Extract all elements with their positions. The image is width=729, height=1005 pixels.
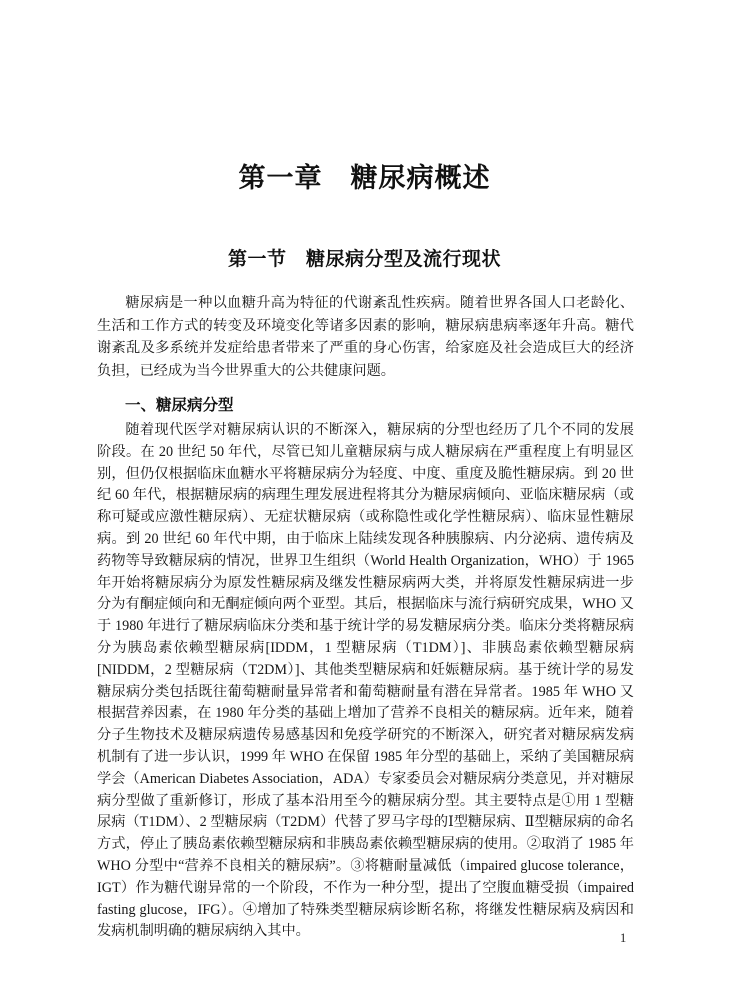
chapter-title: 第一章 糖尿病概述	[238, 163, 491, 193]
main-paragraph: 随着现代医学对糖尿病认识的不断深入，糖尿病的分型也经历了几个不同的发展阶段。在 20 世纪 50 年代，尽管已知儿童糖尿病与成人糖尿病在严重程度上有明显区别，但仍仅根据临床血糖水平将糖尿病分为轻度、中度、重度及脆性糖尿病。到 20 世纪 60 年代，根据糖尿病的病理生理发展进程将其分为糖尿病倾向、亚临床糖尿病（或称可疑或应激性糖尿病）、无症状糖尿病（或称隐性或化学性糖尿病）、临床显性糖尿病。到 20 世纪 60 年代中期，由于临床上陆续发现各种胰腺病、内分泌病、遗传病及药物等导致糖尿病的情况，世界卫生组织（World Health Organization，WHO）于 1965 年开始将糖尿病分为原发性糖尿病及继发性糖尿病两大类，并将原发性糖尿病进一步分为有酮症倾向和无酮症倾向两个亚型。其后，根据临床与流行病研究成果，WHO 又于 1980 年进行了糖尿病临床分类和基于统计学的易发糖尿病分类。临床分类将糖尿病分为胰岛素依赖型糖尿病[IDDM，1 型糖尿病（T1DM）]、非胰岛素依赖型糖尿病[NIDDM，2 型糖尿病（T2DM）]、其他类型糖尿病和妊娠糖尿病。基于统计学的易发糖尿病分类包括既往葡萄糖耐量异常者和葡萄糖耐量有潜在异常者。1985 年 WHO 又根据营养因素，在 1980 年分类的基础上增加了营养不良相关的糖尿病。近年来，随着分子生物技术及糖尿病遗传易感基因和免疫学研究的不断深入，研究者对糖尿病发病机制有了进一步认识，1999 年 WHO 在保留 1985 年分型的基础上，采纳了美国糖尿病学会（American Diabetes Association，ADA）专家委员会对糖尿病分类意见，并对糖尿病分型做了重新修订，形成了基本沿用至今的糖尿病分型。其主要特点是①用 1 型糖尿病（T1DM）、2 型糖尿病（T2DM）代替了罗马字母的Ⅰ型糖尿病、Ⅱ型糖尿病的命名方式，停止了胰岛素依赖型糖尿病和非胰岛素依赖型糖尿病的使用。②取消了 1985 年 WHO 分型中“营养不良相关的糖尿病”。③将糖耐量减低（impaired glucose tolerance，IGT）作为糖代谢异常的一个阶段，不作为一种分型，提出了空腹血糖受损（impaired fasting glucose，IFG）。④增加了特殊类型糖尿病诊断名称，将继发性糖尿病及病因和发病机制明确的糖尿病纳入其中。	[97, 422, 634, 940]
intro-paragraph: 糖尿病是一种以血糖升高为特征的代谢紊乱性疾病。随着世界各国人口老龄化、生活和工作方式的转变及环境变化等诸多因素的影响，糖尿病患病率逐年升高。糖代谢紊乱及多系统并发症给患者带来了严重的身心伤害，给家庭及社会造成巨大的经济负担，已经成为当今世界重大的公共健康问题。	[97, 295, 634, 379]
subheading-diabetes-classification: 一、糖尿病分型	[125, 397, 234, 414]
page-number: 1	[620, 931, 627, 945]
section-title: 第一节 糖尿病分型及流行现状	[227, 249, 501, 270]
